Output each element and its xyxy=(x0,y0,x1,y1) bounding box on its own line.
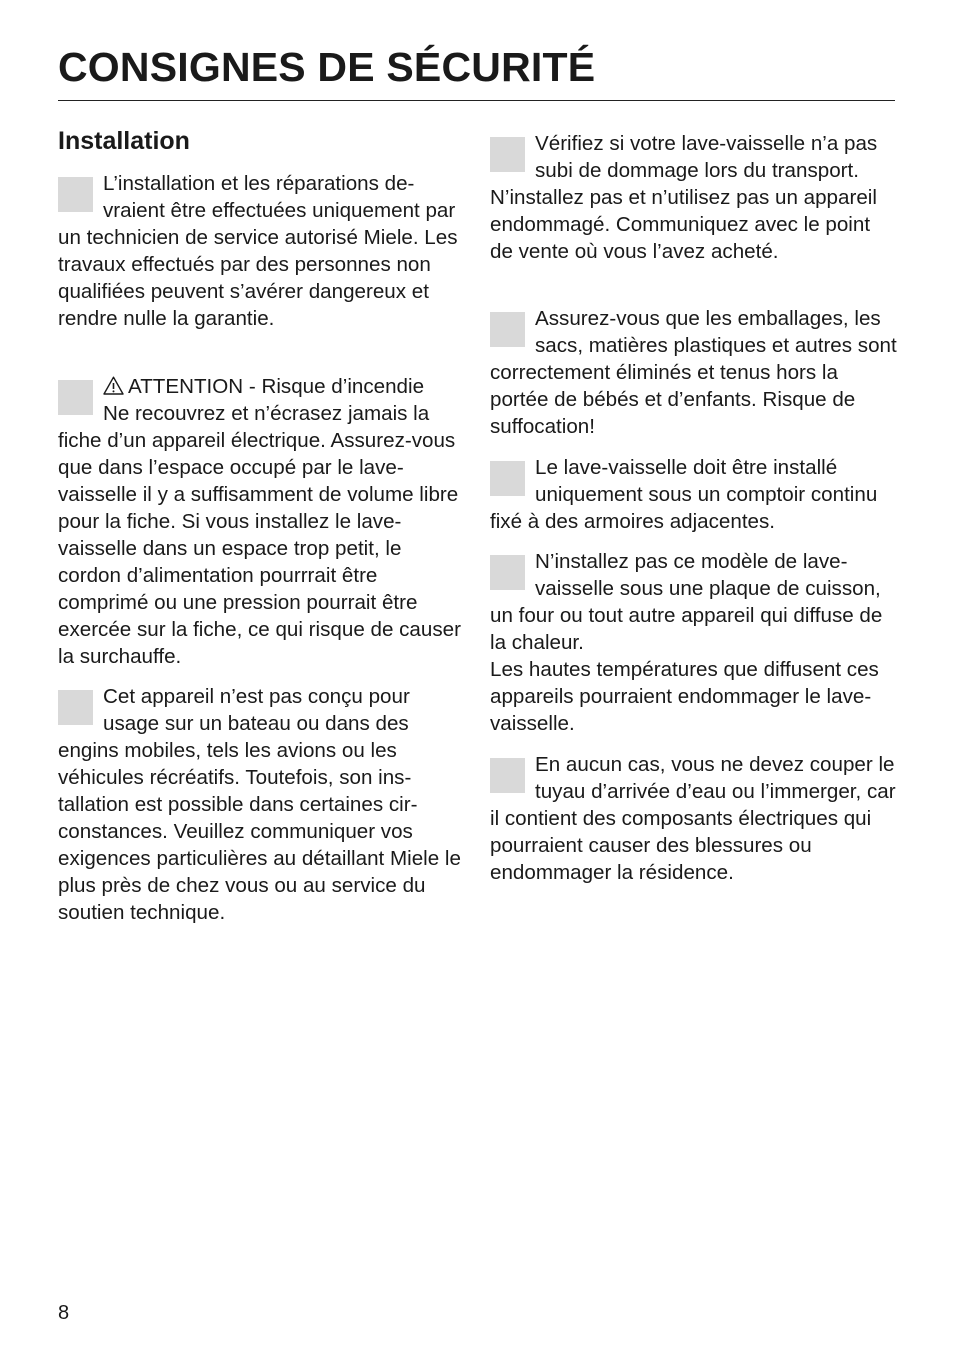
safety-item-text: Ne recouvrez et n’écrasez jamais la fiche d’un appareil électrique. Assurez-vous que dans l’espace occupé par le lave-vaisselle il y a suffisamment de volume libre pour la fiche. Si vous installez le lave-vaisselle dans un espace trop petit, le cordon d’alimentation pourrrait être comprimé ou une pression pourrait être exercée sur la fiche, ce qui risque de causer la surchauffe. xyxy=(58,402,461,668)
safety-item-text: N’installez pas ce modèle de lave-vaisselle sous une plaque de cuisson, un four ou tout autre appareil qui diffuse de la chaleur. xyxy=(490,550,883,654)
safety-item-fire-risk xyxy=(58,373,466,670)
safety-item-text: Assurez-vous que les emballages, les sacs, matières plastiques et autres sont correctement éliminés et tenus hors la portée de bébés et d’enfants. Risque de suffocation! xyxy=(490,307,897,438)
page-title: CONSIGNES DE SÉCURITÉ xyxy=(58,44,596,90)
safety-item-text: En aucun cas, vous ne devez couper le tuyau d’arrivée d’eau ou l’immerger, car il contient des composants électriques qui pourraient causer des blessures ou endommager la résidence. xyxy=(490,753,896,884)
section-heading-installation: Installation xyxy=(58,127,190,155)
bullet-square-icon xyxy=(490,137,525,172)
safety-item-text-continued: Les hautes températures que diffusent ces appareils pourraient endommager le lave-vaisselle. xyxy=(490,658,879,735)
safety-item-text: L’installation et les réparations devraient être effectuées uniquement par un technicien de service autorisé Miele. Les travaux effectués par des personnes non qualifiées peuvent s’avérer dangereux et rendre nulle la garantie. xyxy=(58,172,458,330)
bullet-square-icon xyxy=(490,758,525,793)
safety-item-transport-damage xyxy=(490,130,898,265)
safety-item-mobile-use xyxy=(58,683,466,926)
safety-item-qualified-technician xyxy=(58,170,466,332)
page-number: 8 xyxy=(58,1302,70,1324)
safety-item-heat-source xyxy=(490,548,898,737)
warning-label: ATTENTION - Risque d’incendie xyxy=(128,375,425,398)
bullet-square-icon xyxy=(58,690,93,725)
title-divider xyxy=(58,100,895,101)
bullet-square-icon xyxy=(490,555,525,590)
safety-item-text: Cet appareil n’est pas conçu pour usage sur un bateau ou dans des engins mobiles, tels les avions ou les véhicules récréatifs. Toutefois, son installation est possible dans certaines circonstances. Veuillez communiquer vos exigences particulières au détaillant Miele le plus près de chez vous ou au service du soutien technique. xyxy=(58,685,461,924)
warning-triangle-icon xyxy=(103,376,124,395)
safety-item-text: Le lave-vaisselle doit être installé uniquement sous un comptoir continu fixé à des armoires adjacentes. xyxy=(490,456,878,533)
bullet-square-icon xyxy=(490,312,525,347)
safety-item-countertop xyxy=(490,454,898,535)
bullet-square-icon xyxy=(490,461,525,496)
bullet-square-icon xyxy=(58,177,93,212)
safety-item-water-hose xyxy=(490,751,898,886)
warning-line xyxy=(58,373,466,400)
bullet-square-icon xyxy=(58,380,93,415)
safety-item-packaging xyxy=(490,305,898,440)
safety-item-text: Vérifiez si votre lave-vaisselle n’a pas subi de dommage lors du transport. N’installez pas et n’utilisez pas un appareil endommagé. Communiquez avec le point de vente où vous l’avez acheté. xyxy=(490,132,878,263)
